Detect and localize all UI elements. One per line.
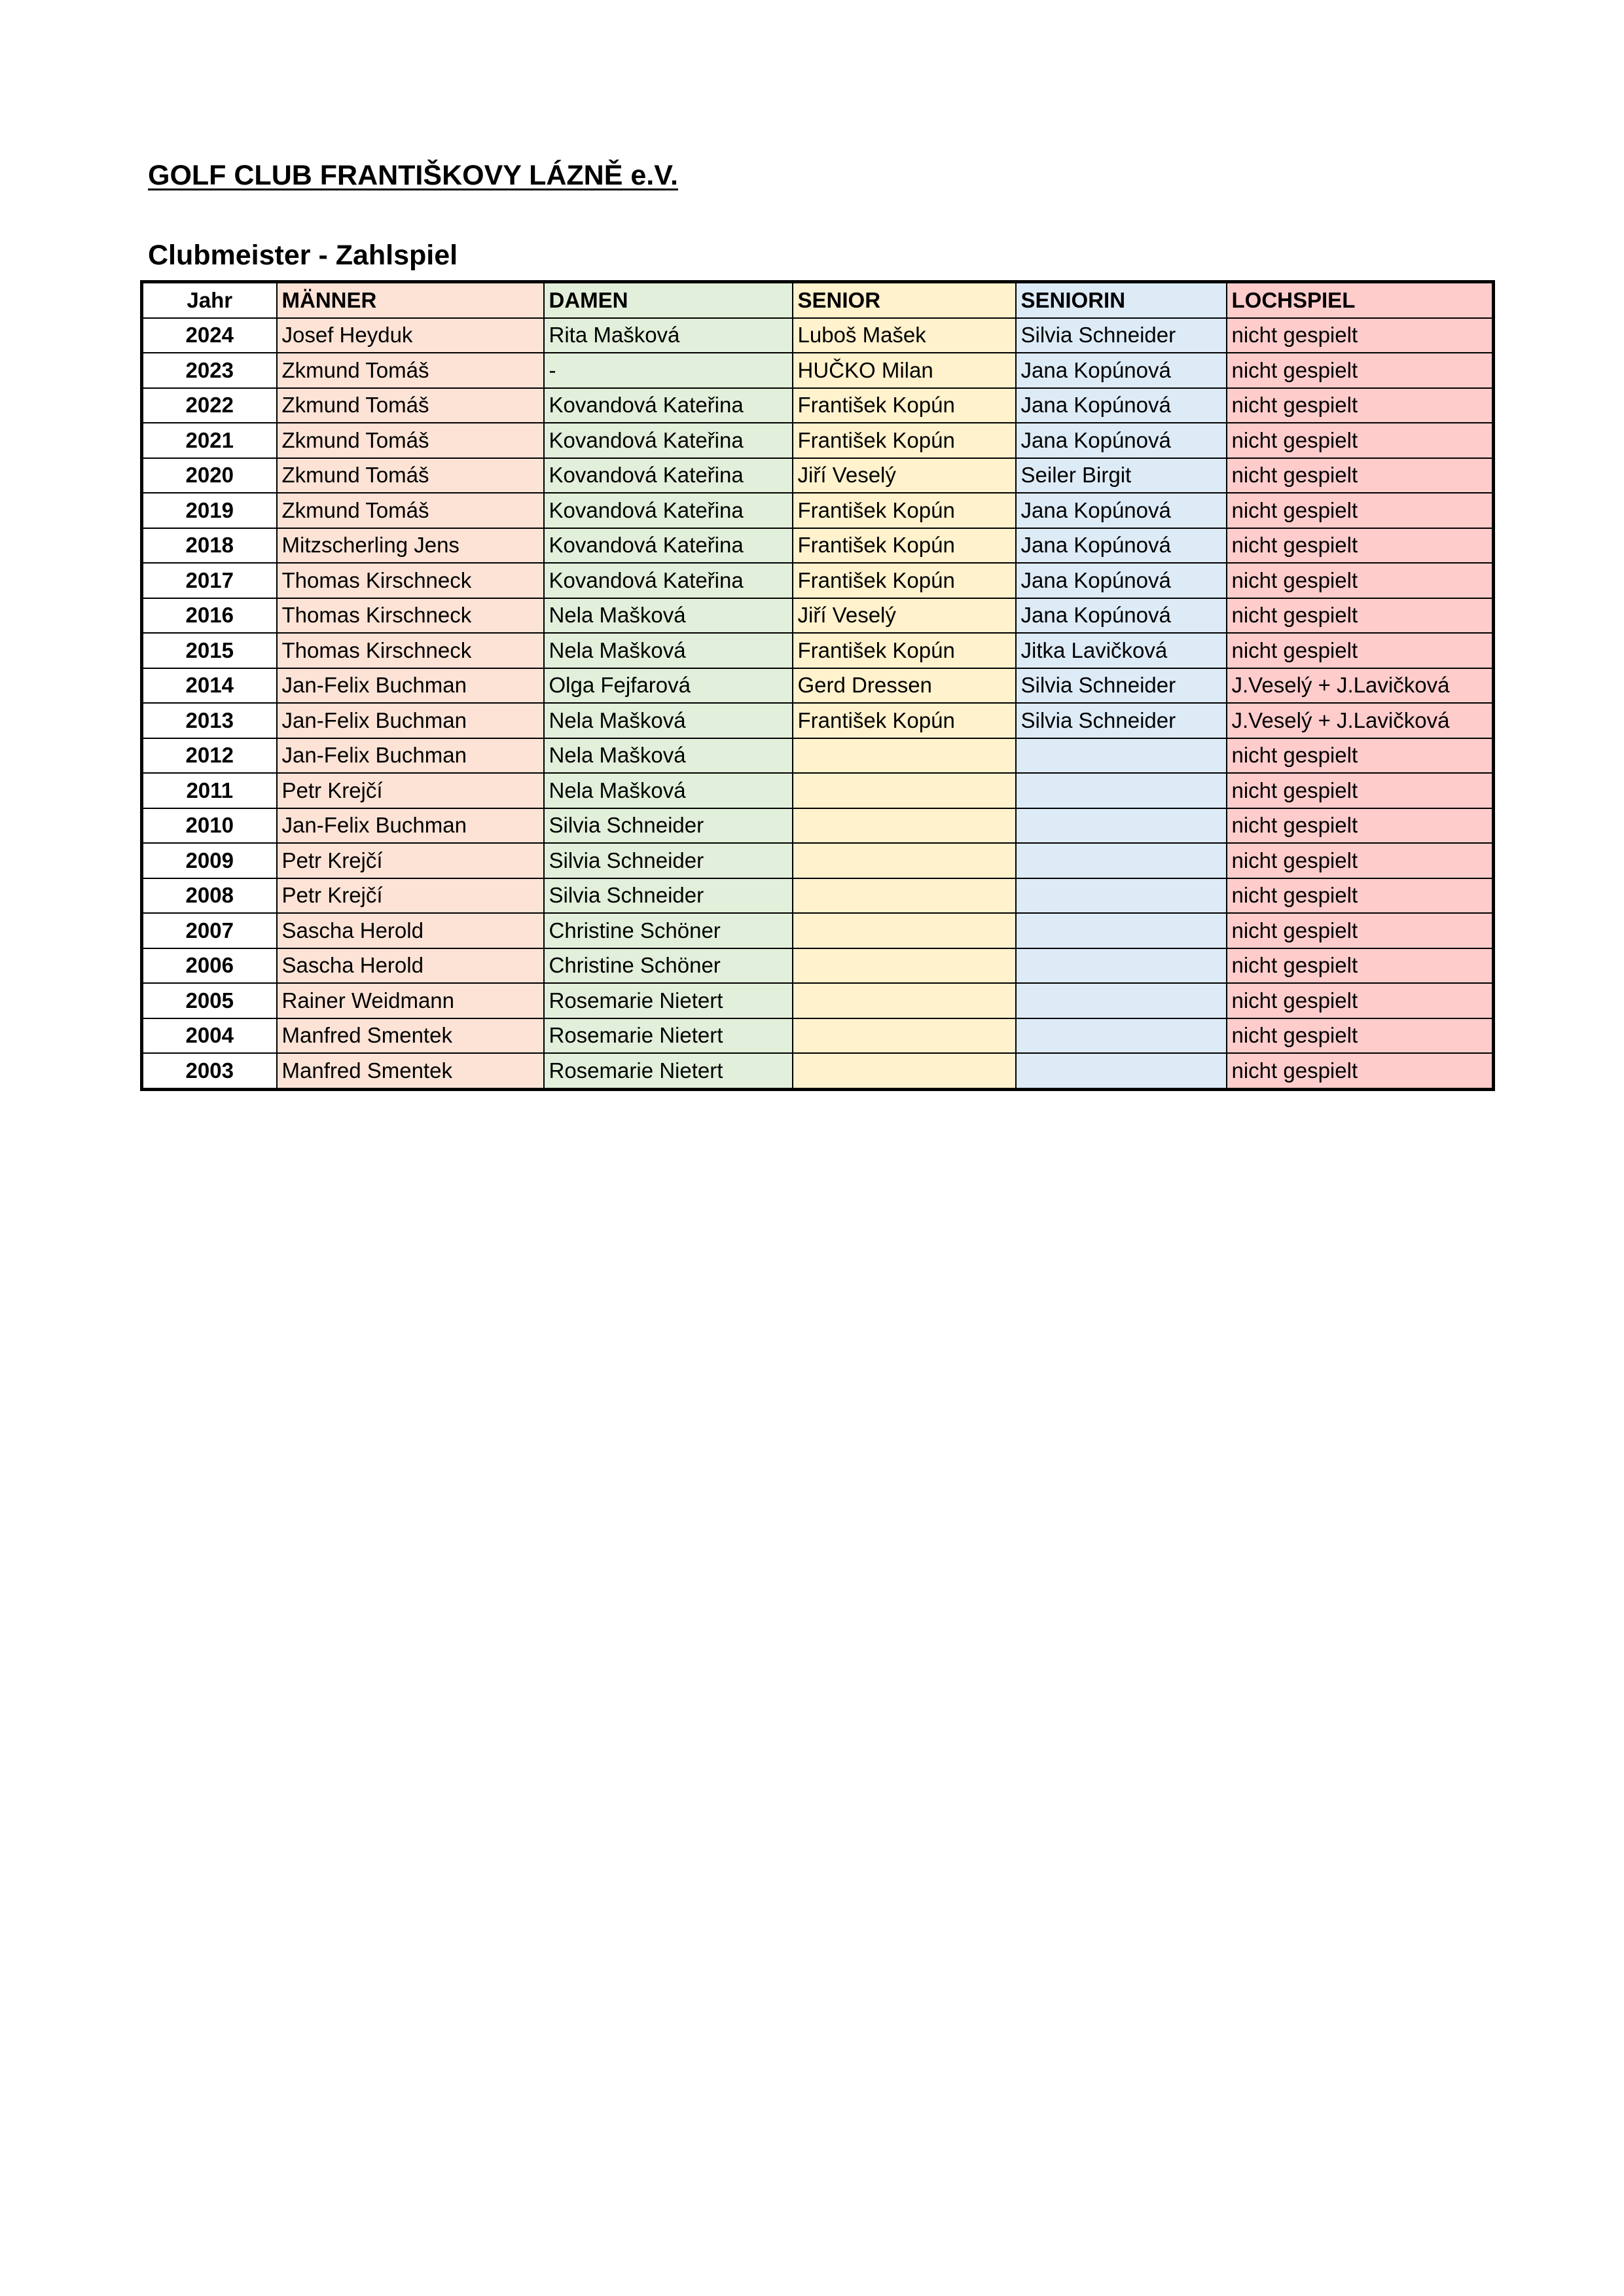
cell-year: 2003 [142, 1053, 277, 1089]
header-senior: SENIOR [793, 282, 1016, 318]
cell-maenner: Jan-Felix Buchman [277, 808, 544, 844]
cell-seniorin: Jitka Lavičková [1016, 633, 1227, 668]
cell-year: 2020 [142, 458, 277, 493]
cell-seniorin: Silvia Schneider [1016, 318, 1227, 353]
cell-senior: František Kopún [793, 633, 1016, 668]
champions-table-container [140, 280, 1495, 1091]
cell-senior [793, 948, 1016, 984]
cell-seniorin [1016, 913, 1227, 948]
cell-year: 2017 [142, 563, 277, 598]
cell-lochspiel: nicht gespielt [1227, 528, 1494, 564]
cell-lochspiel: J.Veselý + J.Lavičková [1227, 703, 1494, 738]
cell-damen: Nela Mašková [544, 703, 793, 738]
header-damen: DAMEN [544, 282, 793, 318]
header-seniorin: SENIORIN [1016, 282, 1227, 318]
cell-year: 2024 [142, 318, 277, 353]
table-row [142, 738, 1494, 774]
cell-year: 2010 [142, 808, 277, 844]
cell-lochspiel: nicht gespielt [1227, 773, 1494, 808]
table-row [142, 843, 1494, 878]
header-lochspiel: LOCHSPIEL [1227, 282, 1494, 318]
cell-maenner: Jan-Felix Buchman [277, 738, 544, 774]
cell-damen: Rosemarie Nietert [544, 983, 793, 1018]
cell-maenner: Petr Krejčí [277, 843, 544, 878]
cell-lochspiel: nicht gespielt [1227, 948, 1494, 984]
cell-maenner: Jan-Felix Buchman [277, 703, 544, 738]
cell-maenner: Josef Heyduk [277, 318, 544, 353]
cell-senior [793, 843, 1016, 878]
table-row [142, 493, 1494, 528]
cell-lochspiel: nicht gespielt [1227, 423, 1494, 458]
cell-maenner: Manfred Smentek [277, 1018, 544, 1054]
cell-senior: Jiří Veselý [793, 598, 1016, 634]
cell-damen: Christine Schöner [544, 913, 793, 948]
cell-damen: Nela Mašková [544, 598, 793, 634]
club-title: GOLF CLUB FRANTIŠKOVY LÁZNĚ e.V. [148, 160, 678, 191]
cell-senior [793, 878, 1016, 914]
cell-senior: František Kopún [793, 493, 1016, 528]
cell-year: 2011 [142, 773, 277, 808]
cell-damen: Kovandová Kateřina [544, 493, 793, 528]
cell-lochspiel: nicht gespielt [1227, 878, 1494, 914]
cell-damen: Silvia Schneider [544, 878, 793, 914]
cell-damen: Olga Fejfarová [544, 668, 793, 704]
table-row [142, 1018, 1494, 1054]
cell-maenner: Zkmund Tomáš [277, 493, 544, 528]
cell-year: 2005 [142, 983, 277, 1018]
table-row [142, 948, 1494, 984]
cell-year: 2006 [142, 948, 277, 984]
cell-seniorin [1016, 843, 1227, 878]
cell-lochspiel: nicht gespielt [1227, 913, 1494, 948]
cell-seniorin [1016, 1053, 1227, 1089]
cell-senior: HUČKO Milan [793, 353, 1016, 388]
cell-lochspiel: nicht gespielt [1227, 388, 1494, 423]
cell-maenner: Petr Krejčí [277, 773, 544, 808]
cell-seniorin: Silvia Schneider [1016, 668, 1227, 704]
cell-seniorin [1016, 1018, 1227, 1054]
cell-year: 2009 [142, 843, 277, 878]
cell-seniorin [1016, 878, 1227, 914]
cell-maenner: Zkmund Tomáš [277, 388, 544, 423]
cell-senior: Jiří Veselý [793, 458, 1016, 493]
table-row [142, 878, 1494, 914]
table-row [142, 458, 1494, 493]
cell-maenner: Zkmund Tomáš [277, 458, 544, 493]
cell-senior [793, 738, 1016, 774]
cell-year: 2012 [142, 738, 277, 774]
cell-maenner: Manfred Smentek [277, 1053, 544, 1089]
cell-seniorin: Jana Kopúnová [1016, 353, 1227, 388]
cell-lochspiel: nicht gespielt [1227, 1018, 1494, 1054]
cell-seniorin: Jana Kopúnová [1016, 528, 1227, 564]
cell-seniorin: Silvia Schneider [1016, 703, 1227, 738]
cell-lochspiel: nicht gespielt [1227, 493, 1494, 528]
champions-table [140, 280, 1495, 1091]
section-title: Clubmeister - Zahlspiel [148, 240, 458, 271]
cell-senior: František Kopún [793, 388, 1016, 423]
table-row [142, 388, 1494, 423]
table-row [142, 1053, 1494, 1089]
cell-damen: Silvia Schneider [544, 843, 793, 878]
cell-damen: Rosemarie Nietert [544, 1053, 793, 1089]
cell-senior [793, 1053, 1016, 1089]
header-year: Jahr [142, 282, 277, 318]
cell-year: 2019 [142, 493, 277, 528]
cell-damen: Kovandová Kateřina [544, 423, 793, 458]
cell-maenner: Thomas Kirschneck [277, 598, 544, 634]
cell-damen: Kovandová Kateřina [544, 458, 793, 493]
cell-year: 2008 [142, 878, 277, 914]
cell-year: 2007 [142, 913, 277, 948]
cell-senior: František Kopún [793, 528, 1016, 564]
cell-seniorin [1016, 738, 1227, 774]
cell-lochspiel: nicht gespielt [1227, 983, 1494, 1018]
cell-year: 2013 [142, 703, 277, 738]
table-row [142, 528, 1494, 564]
table-row [142, 703, 1494, 738]
cell-damen: Nela Mašková [544, 773, 793, 808]
table-body [142, 282, 1494, 1090]
cell-seniorin: Jana Kopúnová [1016, 563, 1227, 598]
table-row [142, 983, 1494, 1018]
cell-senior [793, 913, 1016, 948]
cell-maenner: Jan-Felix Buchman [277, 668, 544, 704]
cell-seniorin [1016, 773, 1227, 808]
cell-seniorin: Jana Kopúnová [1016, 493, 1227, 528]
cell-damen: Nela Mašková [544, 633, 793, 668]
cell-seniorin [1016, 948, 1227, 984]
cell-year: 2004 [142, 1018, 277, 1054]
cell-damen: Christine Schöner [544, 948, 793, 984]
table-row [142, 598, 1494, 634]
cell-year: 2022 [142, 388, 277, 423]
cell-senior: František Kopún [793, 703, 1016, 738]
table-row [142, 773, 1494, 808]
cell-maenner: Rainer Weidmann [277, 983, 544, 1018]
cell-lochspiel: nicht gespielt [1227, 458, 1494, 493]
cell-damen: - [544, 353, 793, 388]
table-header-row [142, 282, 1494, 318]
cell-seniorin: Jana Kopúnová [1016, 598, 1227, 634]
cell-maenner: Zkmund Tomáš [277, 423, 544, 458]
cell-damen: Silvia Schneider [544, 808, 793, 844]
cell-senior [793, 808, 1016, 844]
cell-senior [793, 983, 1016, 1018]
cell-maenner: Zkmund Tomáš [277, 353, 544, 388]
cell-year: 2021 [142, 423, 277, 458]
cell-lochspiel: nicht gespielt [1227, 738, 1494, 774]
cell-senior: Gerd Dressen [793, 668, 1016, 704]
cell-lochspiel: J.Veselý + J.Lavičková [1227, 668, 1494, 704]
cell-senior: Luboš Mašek [793, 318, 1016, 353]
cell-lochspiel: nicht gespielt [1227, 808, 1494, 844]
cell-seniorin [1016, 808, 1227, 844]
cell-damen: Rita Mašková [544, 318, 793, 353]
cell-seniorin [1016, 983, 1227, 1018]
cell-damen: Rosemarie Nietert [544, 1018, 793, 1054]
cell-damen: Kovandová Kateřina [544, 528, 793, 564]
cell-lochspiel: nicht gespielt [1227, 1053, 1494, 1089]
cell-maenner: Petr Krejčí [277, 878, 544, 914]
table-row [142, 353, 1494, 388]
cell-senior: František Kopún [793, 563, 1016, 598]
cell-damen: Kovandová Kateřina [544, 563, 793, 598]
table-row [142, 913, 1494, 948]
cell-maenner: Thomas Kirschneck [277, 633, 544, 668]
header-maenner: MÄNNER [277, 282, 544, 318]
cell-year: 2018 [142, 528, 277, 564]
cell-senior: František Kopún [793, 423, 1016, 458]
cell-lochspiel: nicht gespielt [1227, 563, 1494, 598]
cell-maenner: Mitzscherling Jens [277, 528, 544, 564]
table-row [142, 633, 1494, 668]
table-row [142, 423, 1494, 458]
cell-seniorin: Jana Kopúnová [1016, 423, 1227, 458]
cell-maenner: Thomas Kirschneck [277, 563, 544, 598]
cell-year: 2016 [142, 598, 277, 634]
cell-seniorin: Seiler Birgit [1016, 458, 1227, 493]
cell-senior [793, 773, 1016, 808]
table-row [142, 318, 1494, 353]
cell-lochspiel: nicht gespielt [1227, 843, 1494, 878]
cell-lochspiel: nicht gespielt [1227, 598, 1494, 634]
table-row [142, 668, 1494, 704]
cell-lochspiel: nicht gespielt [1227, 318, 1494, 353]
table-row [142, 563, 1494, 598]
table-row [142, 808, 1494, 844]
cell-senior [793, 1018, 1016, 1054]
cell-lochspiel: nicht gespielt [1227, 353, 1494, 388]
cell-seniorin: Jana Kopúnová [1016, 388, 1227, 423]
cell-maenner: Sascha Herold [277, 948, 544, 984]
cell-damen: Kovandová Kateřina [544, 388, 793, 423]
cell-year: 2014 [142, 668, 277, 704]
cell-damen: Nela Mašková [544, 738, 793, 774]
cell-maenner: Sascha Herold [277, 913, 544, 948]
cell-year: 2023 [142, 353, 277, 388]
cell-year: 2015 [142, 633, 277, 668]
cell-lochspiel: nicht gespielt [1227, 633, 1494, 668]
